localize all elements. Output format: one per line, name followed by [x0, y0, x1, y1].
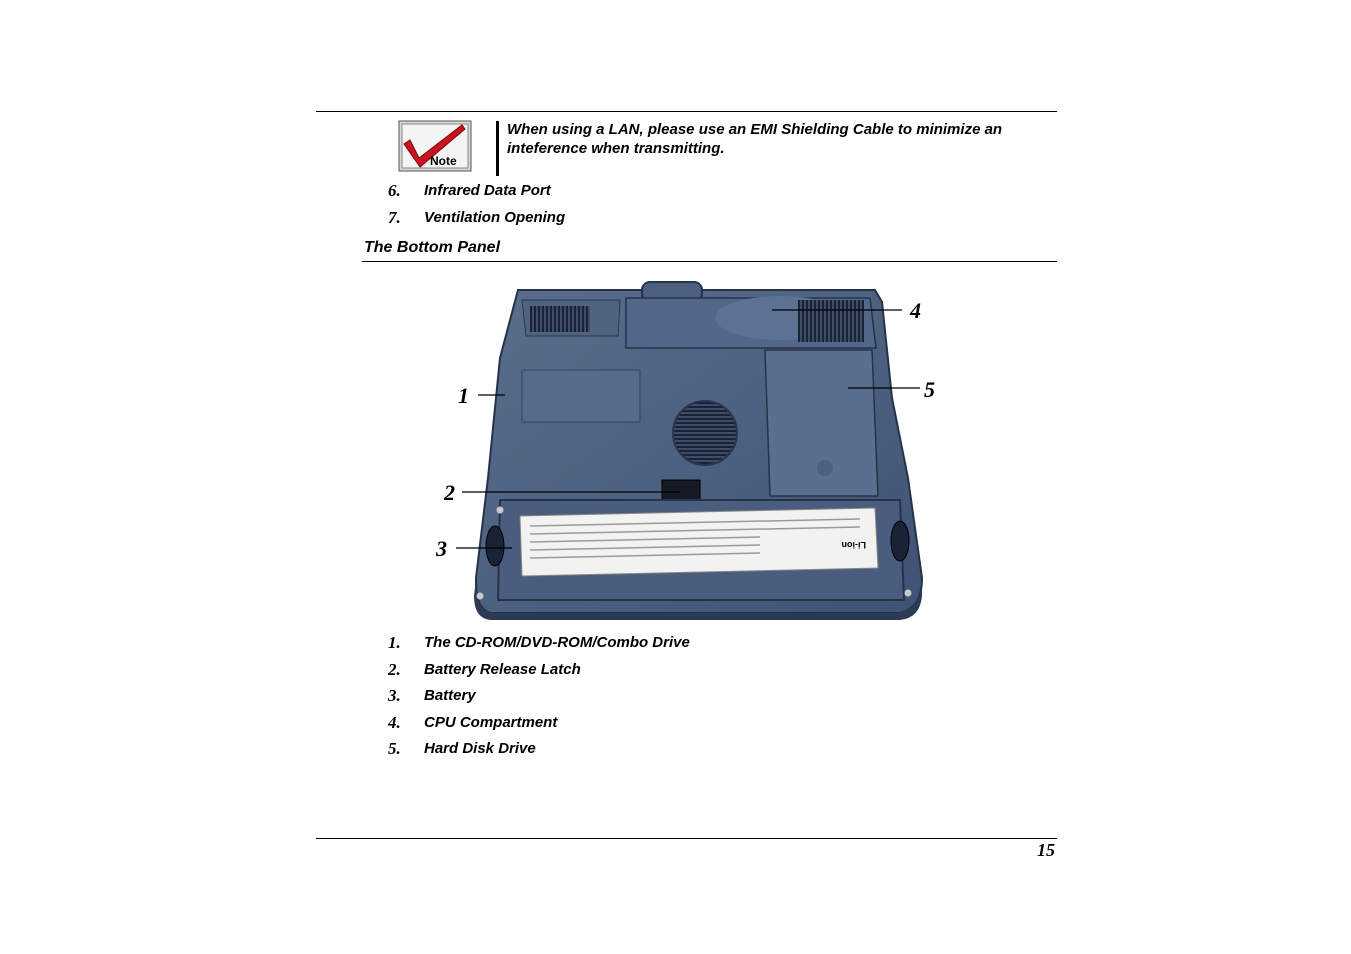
- page-number: 15: [1037, 840, 1055, 860]
- note-checkmark-icon: [398, 120, 472, 172]
- item-number: 5.: [388, 739, 401, 758]
- callout-4: 4: [910, 298, 921, 323]
- item-label: Ventilation Opening: [424, 209, 566, 226]
- top-rule: [316, 111, 1057, 112]
- item-number: 7.: [388, 208, 401, 227]
- note-divider: [496, 121, 499, 176]
- item-number: 4.: [388, 713, 401, 732]
- item-label: The CD-ROM/DVD-ROM/Combo Drive: [424, 634, 690, 651]
- note-text: When using a LAN, please use an EMI Shielding Cable to minimize an inteference when transmitting.: [507, 121, 1003, 157]
- item-label: Battery: [424, 687, 476, 704]
- section-title: The Bottom Panel: [364, 239, 501, 256]
- item-label: Battery Release Latch: [424, 661, 581, 678]
- laptop-bottom-photo: [430, 278, 950, 623]
- item-label: Hard Disk Drive: [424, 740, 536, 757]
- item-number: 3.: [388, 686, 401, 705]
- note-icon-label: Note: [430, 154, 457, 168]
- footer-rule: [316, 838, 1057, 839]
- item-label: Infrared Data Port: [424, 182, 551, 199]
- item-label: CPU Compartment: [424, 714, 558, 731]
- item-number: 1.: [388, 633, 401, 652]
- callout-5: 5: [924, 377, 935, 402]
- callout-2: 2: [444, 480, 455, 505]
- section-rule: [362, 261, 1057, 262]
- item-number: 6.: [388, 181, 401, 200]
- callout-1: 1: [458, 383, 469, 408]
- item-number: 2.: [388, 660, 401, 679]
- callout-3: 3: [436, 536, 447, 561]
- battery-label-brand: Li-ion: [841, 540, 866, 550]
